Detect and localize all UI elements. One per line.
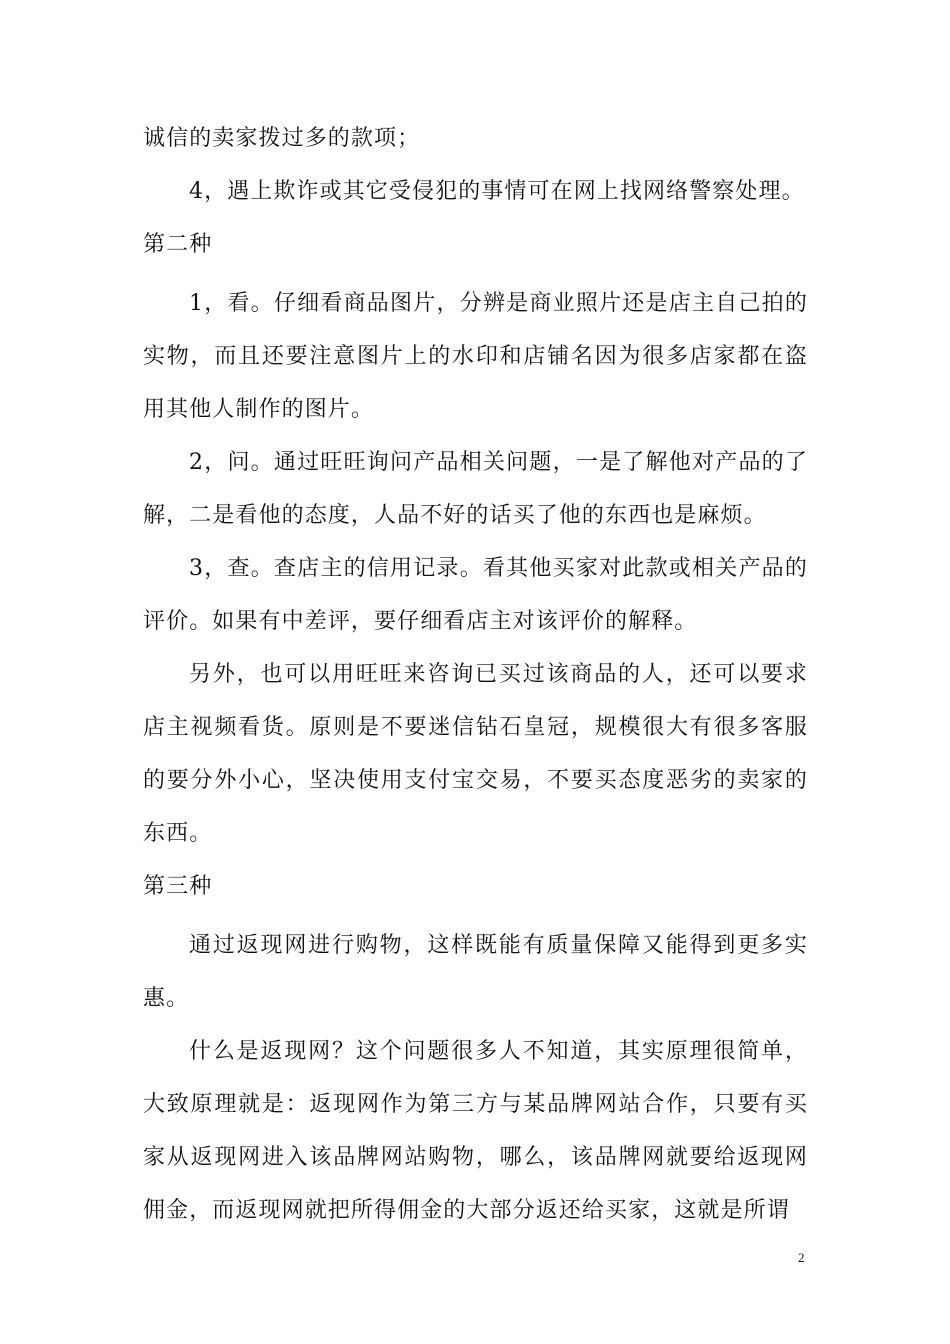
section-heading-third: 第三种 <box>143 874 213 899</box>
paragraph-item-4: 4，遇上欺诈或其它受侵犯的事情可在网上找网络警察处理。 <box>189 179 805 204</box>
paragraph-cashback-intro: 通过返现网进行购物，这样既能有质量保障又能得到更多实惠。 <box>143 933 808 1011</box>
paragraph-additionally: 另外，也可以用旺旺来咨询已买过该商品的人，还可以要求店主视频看货。原则是不要迷信钻石皇冠，规模很大有很多客服的要分外小心，坚决使用支付宝交易，不要买态度恶劣的卖家的东西。 <box>143 662 808 846</box>
paragraph-ask: 2，问。通过旺旺询问产品相关问题，一是了解他对产品的了解，二是看他的态度，人品不好的话买了他的东西也是麻烦。 <box>143 450 808 528</box>
section-heading-second: 第二种 <box>143 232 213 257</box>
page-number: 2 <box>798 1250 805 1265</box>
paragraph-check: 3，查。查店主的信用记录。看其他买家对此款或相关产品的评价。如果有中差评，要仔细看店主对该评价的解释。 <box>143 556 808 634</box>
paragraph-continuation: 诚信的卖家拨过多的款项； <box>143 126 421 151</box>
paragraph-cashback-explanation: 什么是返现网？这个问题很多人不知道，其实原理很简单，大致原理就是：返现网作为第三方与某品牌网站合作，只要有买家从返现网进入该品牌网站购物，哪么，该品牌网就要给返现网佣金，而返现网就把所得佣金的大部分返还给买家，这就是所谓 <box>143 1039 808 1223</box>
page-body <box>143 112 808 1237</box>
paragraph-look: 1，看。仔细看商品图片，分辨是商业照片还是店主自己拍的实物，而且还要注意图片上的水印和店铺名因为很多店家都在盗用其他人制作的图片。 <box>143 291 808 422</box>
